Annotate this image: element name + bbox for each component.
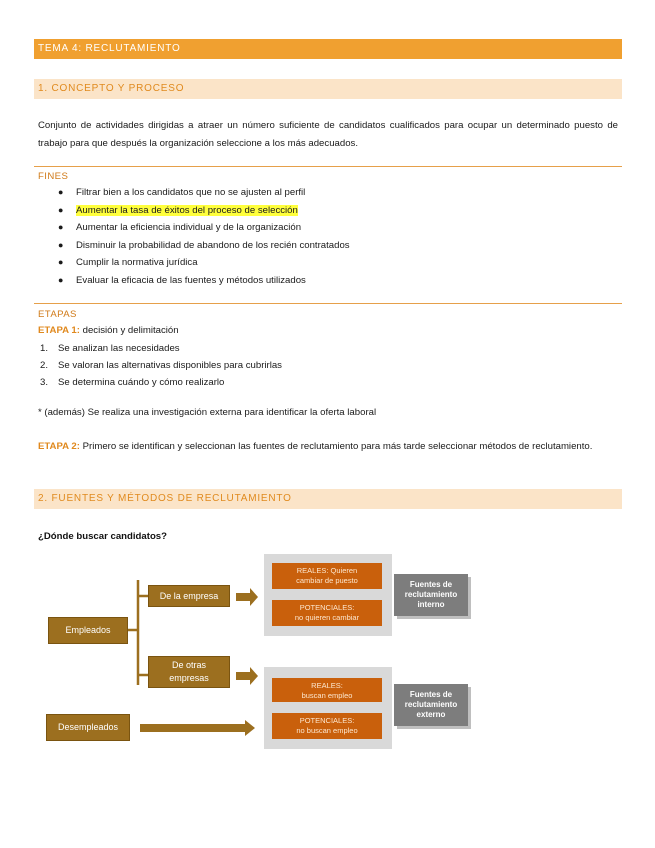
de-otras-empresas-box: De otras empresas — [148, 656, 230, 688]
etapa-1-text: decisión y delimitación — [79, 325, 179, 336]
arrow-icon — [236, 588, 258, 606]
etapas-title: ETAPAS — [38, 309, 77, 320]
etapa-1-label: ETAPA 1: — [38, 325, 80, 336]
reales-interno-box: REALES: Quieren cambiar de puesto — [272, 563, 382, 589]
desempleados-box: Desempleados — [46, 714, 130, 741]
section-1-title: 1. CONCEPTO Y PROCESO — [38, 83, 185, 94]
list-item: ● Disminuir la probabilidad de abandono de los recién contratados — [58, 239, 350, 251]
fuentes-interno-box: Fuentes de reclutamiento interno — [394, 574, 468, 616]
list-item: 1. Se analizan las necesidades — [40, 343, 180, 354]
de-la-empresa-box: De la empresa — [148, 585, 230, 607]
etapa-2-text: Primero se identifican y seleccionan las fuentes de reclutamiento para más tarde seleccionar métodos de reclutamiento. — [79, 441, 593, 452]
section-2-title: 2. FUENTES Y MÉTODOS DE RECLUTAMIENTO — [38, 493, 292, 504]
question-heading: ¿Dónde buscar candidatos? — [38, 531, 168, 542]
fines-title: FINES — [38, 171, 69, 182]
etapa-note: * (además) Se realiza una investigación externa para identificar la oferta laboral — [38, 407, 377, 418]
arrow-icon — [140, 720, 255, 736]
tema-title: TEMA 4: RECLUTAMIENTO — [38, 43, 181, 54]
fuentes-externo-box: Fuentes de reclutamiento externo — [394, 684, 468, 726]
reales-externo-box: REALES: buscan empleo — [272, 678, 382, 702]
concepto-paragraph: Conjunto de actividades dirigidas a atraer un número suficiente de candidatos cualificados para ocupar un determinado puesto de trabajo para que después la organización seleccione a los más adecuados. — [38, 120, 618, 149]
potenciales-interno-box: POTENCIALES: no quieren cambiar — [272, 600, 382, 626]
list-item: ● Evaluar la eficacia de las fuentes y métodos utilizados — [58, 274, 306, 286]
list-item: ● Filtrar bien a los candidatos que no se ajusten al perfil — [58, 187, 306, 198]
etapa-2-label: ETAPA 2: — [38, 441, 80, 452]
list-item: 2. Se valoran las alternativas disponibles para cubrirlas — [40, 360, 282, 371]
arrow-icon — [236, 667, 258, 685]
potenciales-externo-box: POTENCIALES: no buscan empleo — [272, 713, 382, 739]
list-item: ● Cumplir la normativa jurídica — [58, 257, 198, 268]
list-item-highlighted: ● Aumentar la tasa de éxitos del proceso de selección — [58, 204, 298, 216]
list-item: 3. Se determina cuándo y cómo realizarlo — [40, 377, 225, 388]
empleados-box: Empleados — [48, 617, 128, 644]
list-item: ● Aumentar la eficiencia individual y de la organización — [58, 222, 302, 233]
